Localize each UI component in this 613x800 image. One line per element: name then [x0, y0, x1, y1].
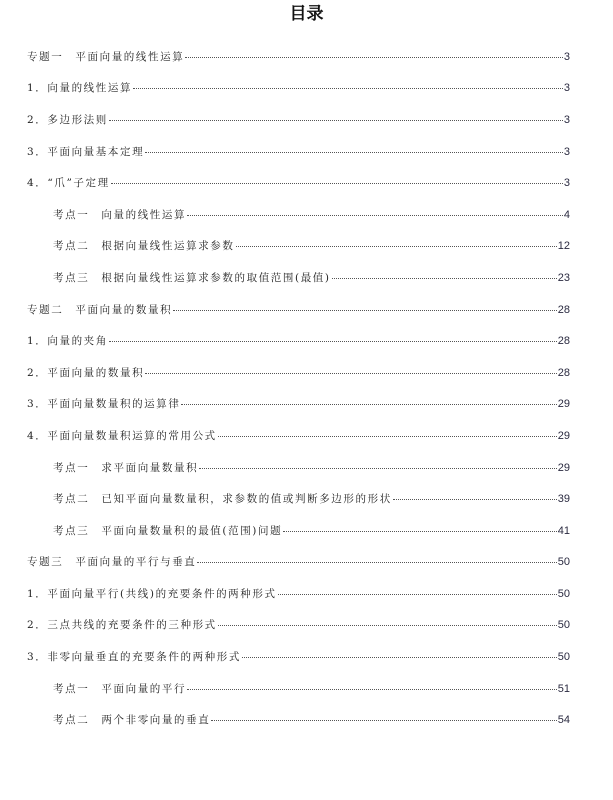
- toc-entry-label: 4．平面向量数量积运算的常用公式: [27, 429, 217, 442]
- toc-entry-label: 专题三 平面向量的平行与垂直: [27, 556, 197, 569]
- toc-entry-page: 41: [557, 524, 570, 537]
- toc-entry-page: 54: [557, 714, 570, 727]
- toc-entry[interactable]: [0, 199, 613, 231]
- toc-entry-page: 28: [557, 303, 570, 316]
- toc-entry-page: 3: [563, 145, 570, 158]
- toc-entry[interactable]: [0, 389, 613, 421]
- dot-leader: [197, 562, 556, 563]
- dot-leader: [218, 436, 557, 437]
- dot-leader: [242, 657, 557, 658]
- toc-entry[interactable]: [0, 294, 613, 326]
- dot-leader: [109, 120, 563, 121]
- dot-leader: [185, 57, 563, 58]
- toc-entry-page: 3: [563, 82, 570, 95]
- toc-entry-page: 50: [557, 556, 570, 569]
- toc-entry[interactable]: [0, 357, 613, 389]
- toc-entry-page: 3: [563, 113, 570, 126]
- dot-leader: [283, 531, 557, 532]
- toc-entry-label: 考点一 向量的线性运算: [53, 208, 187, 221]
- toc-entry[interactable]: [0, 262, 613, 294]
- dot-leader: [109, 341, 557, 342]
- toc-entry-label: 3．平面向量基本定理: [27, 145, 145, 158]
- toc-entry-page: 29: [557, 461, 570, 474]
- toc-entry[interactable]: [0, 610, 613, 642]
- toc-entry-label: 考点二 两个非零向量的垂直: [53, 714, 211, 727]
- toc-entry-label: 4．“爪”子定理: [27, 177, 110, 190]
- toc-entry[interactable]: [0, 73, 613, 105]
- toc-entry[interactable]: [0, 136, 613, 168]
- toc-entry-label: 考点二 根据向量线性运算求参数: [53, 240, 235, 253]
- toc-entry-page: 4: [563, 208, 570, 221]
- toc-entry[interactable]: [0, 104, 613, 136]
- toc-entry-page: 28: [557, 335, 570, 348]
- toc-entry[interactable]: [0, 325, 613, 357]
- toc-entry-page: 50: [557, 619, 570, 632]
- table-of-contents: [0, 41, 613, 736]
- toc-entry-page: 51: [557, 682, 570, 695]
- toc-entry[interactable]: [0, 547, 613, 579]
- toc-entry-page: 50: [557, 587, 570, 600]
- toc-entry[interactable]: [0, 483, 613, 515]
- dot-leader: [187, 689, 557, 690]
- toc-entry-label: 考点三 根据向量线性运算求参数的取值范围(最值): [53, 271, 331, 284]
- toc-entry-label: 3．非零向量垂直的充要条件的两种形式: [27, 651, 241, 664]
- toc-entry[interactable]: [0, 641, 613, 673]
- toc-entry-label: 1．向量的夹角: [27, 335, 108, 348]
- toc-entry-label: 考点一 求平面向量数量积: [53, 461, 199, 474]
- toc-entry-page: 28: [557, 366, 570, 379]
- dot-leader: [181, 404, 556, 405]
- dot-leader: [187, 215, 563, 216]
- toc-entry[interactable]: [0, 41, 613, 73]
- toc-entry[interactable]: [0, 452, 613, 484]
- toc-entry[interactable]: [0, 578, 613, 610]
- dot-leader: [173, 310, 557, 311]
- toc-entry-label: 2．平面向量的数量积: [27, 366, 145, 379]
- toc-entry-label: 1．向量的线性运算: [27, 82, 133, 95]
- toc-entry[interactable]: [0, 420, 613, 452]
- toc-entry-label: 考点二 已知平面向量数量积，求参数的值或判断多边形的形状: [53, 493, 392, 506]
- toc-entry-label: 2．三点共线的充要条件的三种形式: [27, 619, 217, 632]
- dot-leader: [111, 183, 563, 184]
- toc-entry-label: 考点三 平面向量数量积的最值(范围)问题: [53, 524, 283, 537]
- toc-entry-page: 3: [563, 50, 570, 63]
- toc-entry-page: 23: [557, 271, 570, 284]
- dot-leader: [199, 468, 557, 469]
- dot-leader: [145, 152, 563, 153]
- dot-leader: [211, 720, 556, 721]
- toc-entry[interactable]: [0, 515, 613, 547]
- dot-leader: [236, 246, 557, 247]
- toc-entry[interactable]: [0, 167, 613, 199]
- dot-leader: [393, 499, 557, 500]
- toc-entry-page: 12: [557, 240, 570, 253]
- toc-entry[interactable]: [0, 673, 613, 705]
- dot-leader: [145, 373, 557, 374]
- dot-leader: [133, 88, 563, 89]
- dot-leader: [278, 594, 557, 595]
- toc-entry-label: 专题一 平面向量的线性运算: [27, 50, 185, 63]
- toc-entry-page: 29: [557, 429, 570, 442]
- toc-entry-page: 39: [557, 493, 570, 506]
- toc-entry-label: 2．多边形法则: [27, 113, 108, 126]
- toc-entry[interactable]: [0, 704, 613, 736]
- toc-entry-label: 考点一 平面向量的平行: [53, 682, 187, 695]
- page-title: 目录: [289, 4, 324, 24]
- toc-entry-page: 3: [563, 177, 570, 190]
- dot-leader: [332, 278, 557, 279]
- toc-entry-page: 50: [557, 651, 570, 664]
- toc-entry[interactable]: [0, 231, 613, 263]
- dot-leader: [218, 625, 557, 626]
- toc-entry-label: 1．平面向量平行(共线)的充要条件的两种形式: [27, 587, 277, 600]
- toc-entry-page: 29: [557, 398, 570, 411]
- toc-entry-label: 专题二 平面向量的数量积: [27, 303, 173, 316]
- toc-entry-label: 3．平面向量数量积的运算律: [27, 398, 181, 411]
